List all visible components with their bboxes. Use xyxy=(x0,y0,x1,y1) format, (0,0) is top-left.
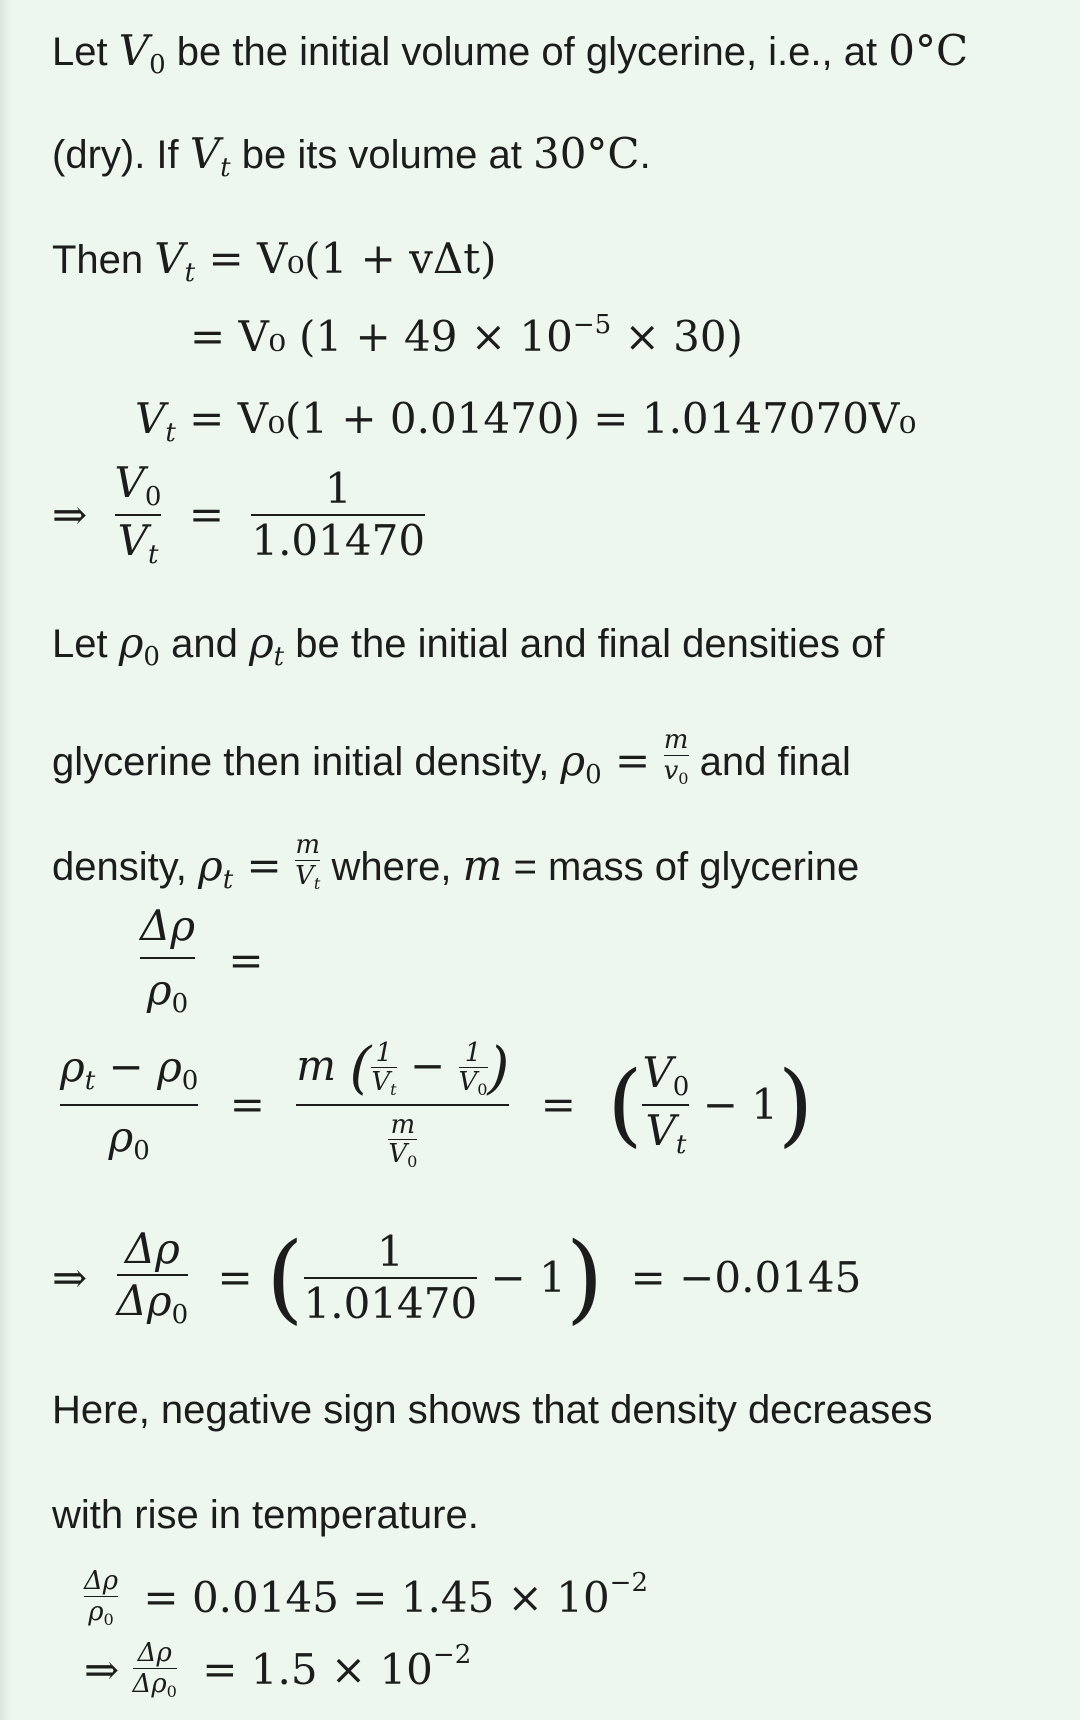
result-value: = −0.0145 xyxy=(630,1252,862,1302)
intro-text-2c: . xyxy=(639,133,651,177)
intro-text-2a: (dry). If xyxy=(52,133,190,177)
eq-line-2 xyxy=(190,310,743,362)
final2-exponent: −2 xyxy=(432,1639,472,1670)
density-text-1c: be the initial and final densities of xyxy=(284,622,885,666)
density-text-3b: where, xyxy=(320,845,463,889)
eq-line-3: $V_t = V_0(1 + 0.01470) = 1.0147070V_0$ xyxy=(135,394,917,448)
conclusion-line-1: Here, negative sign shows that density decreases xyxy=(52,1388,933,1432)
conclusion-line-2: with rise in temperature. xyxy=(52,1493,479,1537)
intro-line-2 xyxy=(52,129,651,183)
eq-volume-expansion: V₀(1 + vΔt) xyxy=(257,234,497,283)
density-text-2a: glycerine then initial density, xyxy=(52,740,561,784)
ratio-num: 1 xyxy=(324,463,352,513)
intro-text-1b: be the initial volume of glycerine, i.e., at xyxy=(165,30,889,74)
final-equation-1: $\frac{\Delta\rho}{\rho_0}$ = $0.0145 = 1.45 \times 10^{-2}$ xyxy=(84,1566,649,1629)
temp-0c: 0°C xyxy=(888,26,969,75)
eq2-right: × 30) xyxy=(611,312,743,362)
intro-line-1 xyxy=(52,26,969,80)
result-frac-den: 1.01470 xyxy=(303,1278,478,1328)
final1-exponent: −2 xyxy=(609,1567,649,1598)
eq2-exponent: −5 xyxy=(572,310,612,340)
density-text-1a: Let xyxy=(52,622,119,666)
density-line-3: density, $\rho_t$ = $\frac{m}{V_t}$ where, m = mass of glycerine xyxy=(52,830,860,895)
density-text-3a: density, xyxy=(52,845,198,889)
density-text-1b: and xyxy=(159,622,249,666)
eq3-text: = V₀(1 + 0.01470) = 1.0147070V₀ xyxy=(189,394,917,443)
density-line-1: Let $\rho_0$ and $\rho_t$ be the initial and final densities of xyxy=(52,618,885,672)
density-change-equation: $\frac{\rho_t - \rho_0}{\rho_0}$ = m ( $\frac{1}{V_t}$ − $\frac{1}{V_0}$ ) $\frac{m}{V_0}$ = ( $\frac{V_0}{V_t}$ − 1) xyxy=(60,1035,814,1171)
intro-text-1a: Let xyxy=(52,30,119,74)
temp-30c: 30°C xyxy=(532,129,640,178)
math-Vt: $V_t$ xyxy=(189,129,231,183)
result-equation: ⇒ $\frac{\Delta\rho}{\Delta\rho_0}$ = ( $\frac{1}{1.01470}$ − 1) = −0.0145 xyxy=(52,1221,862,1334)
then-line: Then $V_t = V_0(1 + v\Delta t)$ xyxy=(52,234,497,288)
eq2-left: = V₀ (1 + 49 × 10 xyxy=(190,312,573,362)
final1-text: = 0.0145 = 1.45 × 10 xyxy=(143,1572,610,1622)
density-text-3c: = mass of glycerine xyxy=(502,845,860,889)
math-V0: $V_0$ xyxy=(118,26,166,80)
final2-text: = 1.5 × 10 xyxy=(202,1644,433,1694)
delta-rho-ratio: $\frac{\Delta\rho}{\rho_0}$ = xyxy=(140,901,264,1019)
density-text-2b: and final xyxy=(688,740,851,784)
final-equation-2: ⇒ $\frac{\Delta\rho}{\Delta\rho_0}$ = $1.5 \times 10^{-2}$ xyxy=(84,1638,472,1701)
density-line-2: glycerine then initial density, $\rho_0$ = $\frac{m}{v_0}$ and final xyxy=(52,725,851,790)
result-frac-num: 1 xyxy=(376,1226,404,1276)
intro-text-2b: be its volume at xyxy=(230,133,533,177)
ratio-equation: ⇒ $\frac{V_0}{V_t}$ = $\frac{1}{1.01470}$ xyxy=(52,458,426,570)
then-label: Then xyxy=(52,238,155,282)
ratio-den: 1.01470 xyxy=(251,515,426,565)
